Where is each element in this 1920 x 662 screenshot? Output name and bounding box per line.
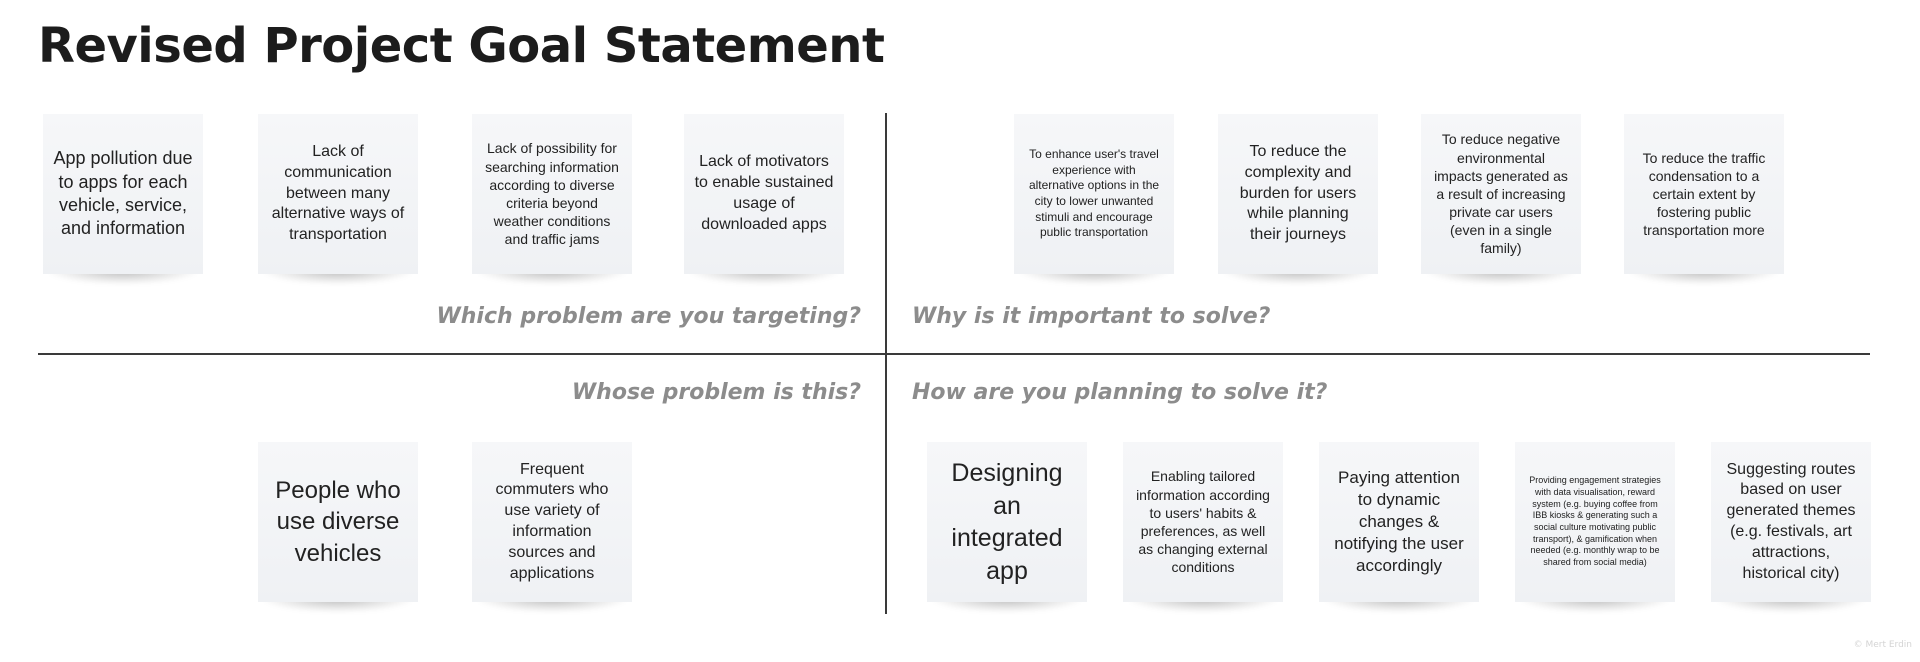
solution-note-text: Providing engagement strategies with data visualisation, reward system (e.g. buying coffee from IBB kiosks & generating such a social culture motivating public transport), & gamification when needed (e.g. monthly wrap to be shared from social media) [1529, 475, 1661, 568]
problem-note-text: Lack of possibility for searching information according to diverse criteria beyond weather conditions and traffic jams [485, 140, 619, 248]
importance-note-text: To enhance user's travel experience with alternative options in the city to lower unwanted stimuli and encourage public transportation [1028, 147, 1160, 240]
importance-note-text: To reduce the traffic condensation to a certain extent by fostering public transportation more [1642, 149, 1766, 239]
problem-note [684, 114, 844, 274]
whose-note [258, 442, 418, 602]
importance-note [1624, 114, 1784, 274]
problem-note-text: Lack of communication between many alternative ways of transportation [271, 143, 405, 244]
importance-note [1014, 114, 1174, 274]
problem-note [472, 114, 632, 274]
vertical-divider [885, 113, 887, 614]
solution-note [1711, 442, 1871, 602]
problem-note-text: App pollution due to apps for each vehicle, service, and information [53, 148, 193, 239]
solution-note [927, 442, 1087, 602]
solution-note-text: Paying attention to dynamic changes & notifying the user accordingly [1334, 467, 1464, 576]
problem-note [258, 114, 418, 274]
horizontal-divider [38, 353, 1870, 355]
solution-note-text: Designing an integrated app [951, 459, 1063, 585]
whose-note-text: Frequent commuters who use variety of information sources and applications [495, 460, 609, 582]
problem-note-text: Lack of motivators to enable sustained usage of downloaded apps [694, 153, 834, 233]
question-importance-label: Why is it important to solve? [912, 304, 1271, 329]
whose-note [472, 442, 632, 602]
importance-note-text: To reduce the complexity and burden for users while planning their journeys [1239, 143, 1357, 244]
solution-note [1123, 442, 1283, 602]
importance-note-text: To reduce negative environmental impacts generated as a result of increasing private car users (even in a single family) [1434, 131, 1568, 257]
solution-note [1515, 442, 1675, 602]
problem-note [43, 114, 203, 274]
importance-note [1421, 114, 1581, 274]
question-solve-label: How are you planning to solve it? [912, 380, 1328, 405]
page-title: Revised Project Goal Statement [38, 18, 885, 74]
solution-note [1319, 442, 1479, 602]
importance-note [1218, 114, 1378, 274]
solution-note-text: Enabling tailored information according to users' habits & preferences, as well as changing external conditions [1136, 468, 1270, 576]
solution-note-text: Suggesting routes based on user generated themes (e.g. festivals, art attractions, historical city) [1726, 460, 1856, 582]
question-problem-label: Which problem are you targeting? [436, 304, 861, 329]
whose-note-text: People who use diverse vehicles [275, 477, 401, 567]
watermark-text: © Mert Erdin [1853, 640, 1912, 650]
question-whose-label: Whose problem is this? [571, 380, 861, 405]
